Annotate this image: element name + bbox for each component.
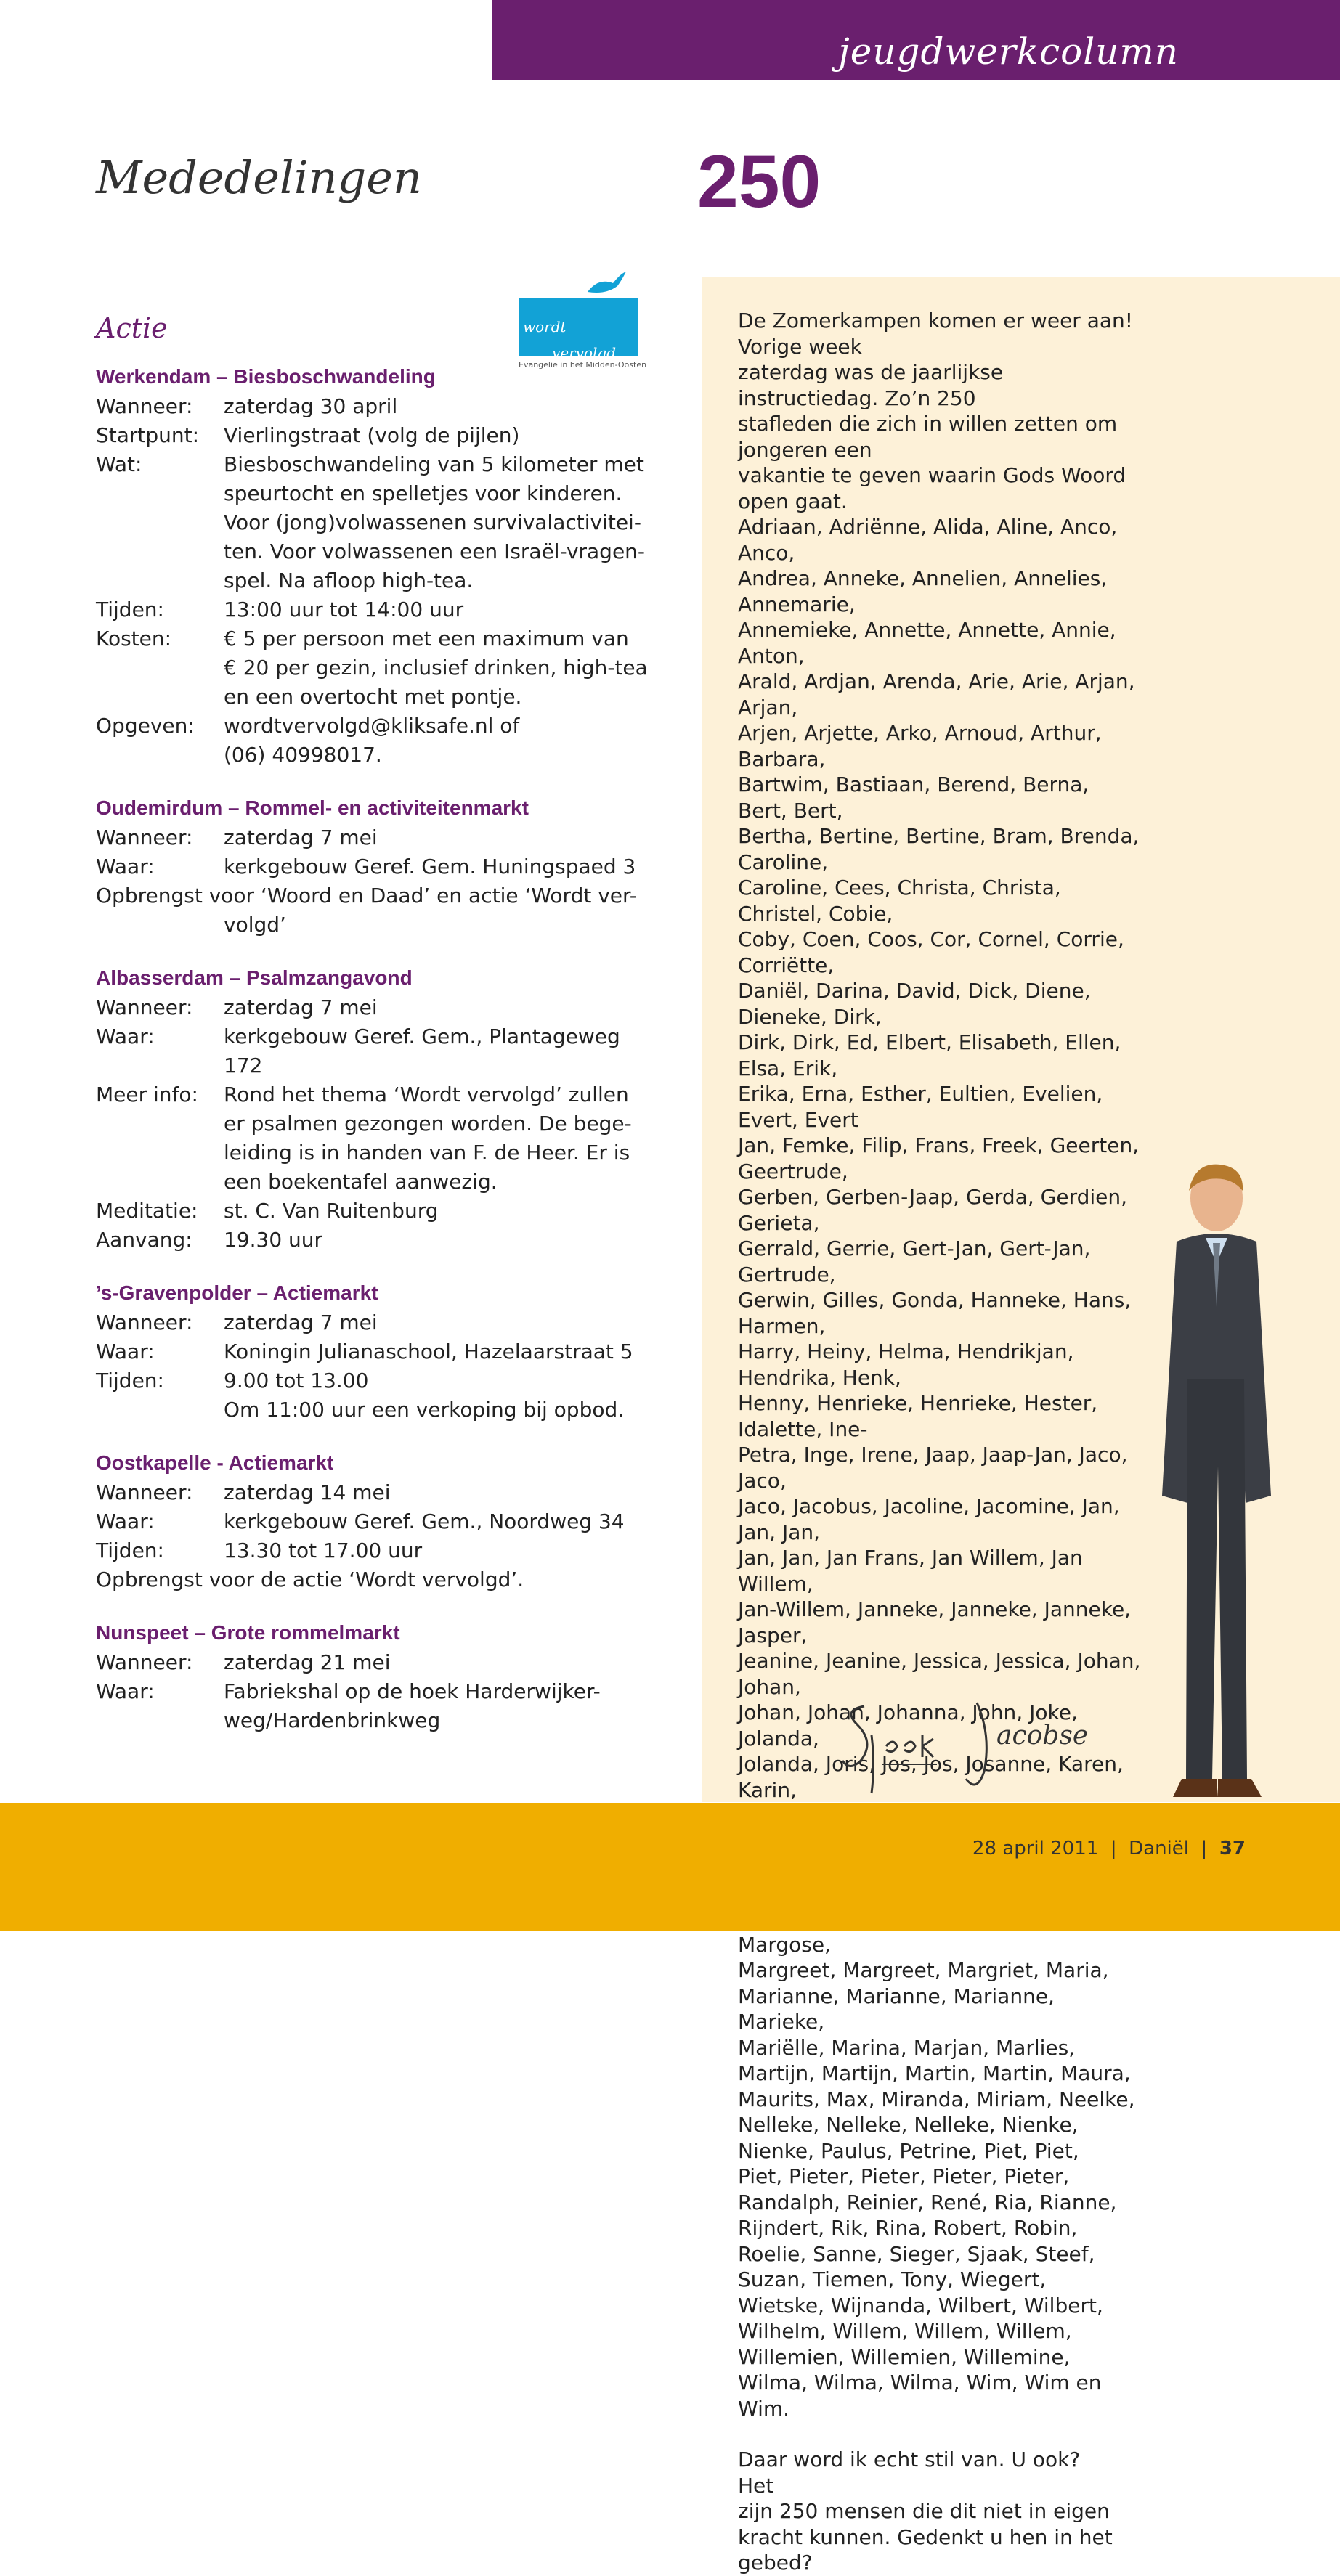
event-row xyxy=(96,1395,648,1424)
event-value: Fabriekshal op de hoek Harderwijker- xyxy=(224,1679,601,1703)
closing-line: zijn 250 mensen die dit niet in eigen xyxy=(738,2499,1110,2523)
event-row xyxy=(96,624,648,653)
event-title: Albasserdam – Psalmzangavond xyxy=(96,966,413,989)
event-value: Koningin Julianaschool, Hazelaarstraat 5 xyxy=(224,1340,633,1364)
event-value: 19.30 uur xyxy=(224,1228,323,1252)
event-block xyxy=(96,793,648,939)
closing-line: Daar word ik echt stil van. U ook? Het xyxy=(738,2447,1081,2498)
event-row xyxy=(96,508,648,537)
event-value: zaterdag 14 mei xyxy=(224,1480,391,1504)
column-line: Wim. xyxy=(738,2396,790,2421)
event-value: 9.00 tot 13.00 xyxy=(224,1369,369,1393)
event-label: Wanneer: xyxy=(96,1650,193,1674)
event-row xyxy=(96,1507,648,1536)
logo-line-1: wordt xyxy=(523,318,567,335)
column-line: Margreet, Margreet, Margriet, Maria, xyxy=(738,1958,1109,1982)
event-row xyxy=(96,595,648,624)
event-value: 13:00 uur tot 14:00 uur xyxy=(224,598,464,621)
event-value: ten. Voor volwassenen een Israël-vragen- xyxy=(224,539,646,563)
column-line: Wietske, Wijnanda, Wilbert, Wilbert, xyxy=(738,2293,1103,2318)
column-line: Martijn, Martijn, Martin, Martin, Maura, xyxy=(738,2061,1131,2085)
event-value: een boekentafel aanwezig. xyxy=(224,1170,498,1194)
page-number: 37 xyxy=(1219,1838,1246,1859)
column-line: Piet, Pieter, Pieter, Pieter, Pieter, xyxy=(738,2164,1070,2188)
event-value: zaterdag 7 mei xyxy=(224,1311,378,1334)
column-line: Coby, Coen, Coos, Cor, Cornel, Corrie, Corriëtte, xyxy=(738,927,1124,977)
event-row xyxy=(96,1226,648,1255)
event-row xyxy=(96,1051,648,1080)
event-value: zaterdag 21 mei xyxy=(224,1650,391,1674)
event-row xyxy=(96,741,648,770)
column-line: Suzan, Tiemen, Tony, Wiegert, xyxy=(738,2267,1047,2291)
event-row xyxy=(96,1167,648,1197)
event-row xyxy=(96,1677,648,1706)
event-label: Wanneer: xyxy=(96,394,193,418)
event-label: Meditatie: xyxy=(96,1199,198,1223)
event-value: Voor (jong)volwassenen survivalactivitei- xyxy=(224,510,641,534)
events-list xyxy=(96,362,648,1735)
event-row xyxy=(96,1138,648,1167)
event-value: wordtvervolgd@kliksafe.nl of xyxy=(224,714,520,738)
column-line: Adriaan, Adriënne, Alida, Aline, Anco, Anco, xyxy=(738,515,1118,565)
event-value: (06) 40998017. xyxy=(224,743,382,767)
event-note: Opbrengst voor ‘Woord en Daad’ en actie ‘Wordt ver- xyxy=(96,884,637,908)
event-row xyxy=(96,1478,648,1507)
column-line: Andrea, Anneke, Annelien, Annelies, Annemarie, xyxy=(738,566,1108,616)
logo-box xyxy=(519,298,638,362)
event-label: Wanneer: xyxy=(96,826,193,849)
photo-sjaak-jacobse xyxy=(1137,1162,1289,1801)
closing-line: kracht kunnen. Gedenkt u hen in het xyxy=(738,2524,1113,2549)
logo-line-2: vervolgd xyxy=(552,344,617,362)
event-value: Biesboschwandeling van 5 kilometer met xyxy=(224,452,644,476)
event-value: zaterdag 30 april xyxy=(224,394,398,418)
event-row xyxy=(96,1308,648,1337)
event-value: 172 xyxy=(224,1053,263,1077)
column-line: Margose, xyxy=(738,1932,831,1957)
event-row xyxy=(96,421,648,450)
event-title: Nunspeet – Grote rommelmarkt xyxy=(96,1621,400,1644)
footer-info: 28 april 2011 | Daniël | 37 xyxy=(972,1838,1246,1859)
event-title: ’s-Gravenpolder – Actiemarkt xyxy=(96,1281,378,1304)
event-row xyxy=(96,1648,648,1677)
event-label: Tijden: xyxy=(96,598,164,621)
signature xyxy=(835,1692,1111,1801)
column-line: Wilhelm, Willem, Willem, Willem, xyxy=(738,2319,1072,2343)
column-line: Maurits, Max, Miranda, Miriam, Neelke, xyxy=(738,2087,1135,2111)
event-row xyxy=(96,392,648,421)
event-block xyxy=(96,1448,648,1594)
column-line: Jaco, Jacobus, Jacoline, Jacomine, Jan, Jan, Jan, xyxy=(738,1494,1120,1544)
event-value: zaterdag 7 mei xyxy=(224,826,378,849)
column-closing xyxy=(738,2447,1116,2576)
wordt-vervolgd-logo xyxy=(519,283,647,378)
svg-text:acobse: acobse xyxy=(996,1721,1089,1750)
event-row xyxy=(96,653,648,682)
event-value: er psalmen gezongen worden. De bege- xyxy=(224,1112,632,1136)
event-block xyxy=(96,1618,648,1735)
event-label: Waar: xyxy=(96,855,155,879)
event-value: speurtocht en spelletjes voor kinderen. xyxy=(224,481,622,505)
column-line: Gerrald, Gerrie, Gert-Jan, Gert-Jan, Gertrude, xyxy=(738,1236,1091,1287)
event-title: Werkendam – Biesboschwandeling xyxy=(96,365,436,388)
column-line: stafleden die zich in willen zetten om jongeren een xyxy=(738,412,1118,462)
dove-icon xyxy=(584,270,628,299)
event-value: spel. Na afloop high-tea. xyxy=(224,568,474,592)
event-value: € 20 per gezin, inclusief drinken, high-tea xyxy=(224,656,648,680)
column-line: Arjen, Arjette, Arko, Arnoud, Arthur, Barbara, xyxy=(738,721,1102,771)
event-row xyxy=(96,537,648,566)
event-row xyxy=(96,1366,648,1395)
magazine-name: Daniël xyxy=(1129,1838,1189,1859)
column-line: Arald, Ardjan, Arenda, Arie, Arie, Arjan, Arjan, xyxy=(738,669,1135,720)
column-line: Marianne, Marianne, Marianne, Marieke, xyxy=(738,1984,1055,2034)
event-row xyxy=(96,450,648,479)
event-block xyxy=(96,963,648,1255)
column-line: Petra, Inge, Irene, Jaap, Jaap-Jan, Jaco, Jaco, xyxy=(738,1443,1128,1493)
event-value: 13.30 tot 17.00 uur xyxy=(224,1538,423,1562)
event-label: Meer info: xyxy=(96,1083,198,1106)
event-value: Rond het thema ‘Wordt vervolgd’ zullen xyxy=(224,1083,629,1106)
column-title: 250 xyxy=(697,140,821,223)
issue-date: 28 april 2011 xyxy=(972,1838,1099,1859)
column-line: Jan, Femke, Filip, Frans, Freek, Geerten, Geertrude, xyxy=(738,1133,1140,1183)
event-label: Wanneer: xyxy=(96,1311,193,1334)
column-label: jeugdwerkcolumn xyxy=(838,30,1179,73)
column-line: Roelie, Sanne, Sieger, Sjaak, Steef, xyxy=(738,2241,1095,2266)
event-value: zaterdag 7 mei xyxy=(224,995,378,1019)
event-row xyxy=(96,1197,648,1226)
column-line: Jan-Willem, Janneke, Janneke, Janneke, Jasper, xyxy=(738,1597,1132,1647)
event-row xyxy=(96,993,648,1022)
event-block xyxy=(96,1278,648,1424)
column-line: Erika, Erna, Esther, Eultien, Evelien, Evert, Evert xyxy=(738,1082,1103,1132)
section-title: Actie xyxy=(96,312,168,344)
event-block xyxy=(96,362,648,770)
column-line: Jan, Jan, Jan Frans, Jan Willem, Jan Willem, xyxy=(738,1546,1083,1596)
column-line: Jeanine, Jeanine, Jessica, Jessica, Johan, Johan, xyxy=(738,1649,1141,1699)
column-line: zaterdag was de jaarlijkse instructiedag. Zo’n 250 xyxy=(738,360,1004,410)
page-footer xyxy=(0,1803,1340,1931)
event-label: Wanneer: xyxy=(96,1480,193,1504)
column-line: Bartwim, Bastiaan, Berend, Berna, Bert, Bert, xyxy=(738,773,1089,823)
event-value: kerkgebouw Geref. Gem. Huningspaed 3 xyxy=(224,855,636,879)
event-title: Oostkapelle - Actiemarkt xyxy=(96,1451,334,1474)
column-line: Daniël, Darina, David, Dick, Diene, Dieneke, Dirk, xyxy=(738,979,1091,1029)
event-label: Tijden: xyxy=(96,1369,164,1393)
event-row xyxy=(96,479,648,508)
event-title: Oudemirdum – Rommel- en activiteitenmarkt xyxy=(96,796,529,819)
event-row xyxy=(96,1337,648,1366)
column-line: Gerben, Gerben-Jaap, Gerda, Gerdien, Gerieta, xyxy=(738,1185,1128,1235)
event-row xyxy=(96,1536,648,1565)
page-title: Mededelingen xyxy=(96,151,422,204)
column-line: vakantie te geven waarin Gods Woord open gaat. xyxy=(738,463,1126,513)
column-intro xyxy=(738,308,1145,2421)
event-note: volgd’ xyxy=(224,913,286,937)
column-line: Johan, Johan, Johanna, John, Joke, Jolanda, xyxy=(738,1700,1078,1750)
event-value: Vierlingstraat (volg de pijlen) xyxy=(224,423,520,447)
column-line: Mariëlle, Marina, Marjan, Marlies, xyxy=(738,2035,1076,2060)
event-label: Tijden: xyxy=(96,1538,164,1562)
logo-tagline: Evangelie in het Midden-Oosten xyxy=(519,360,647,370)
event-value: en een overtocht met pontje. xyxy=(224,685,522,709)
event-label: Waar: xyxy=(96,1679,155,1703)
column-line: De Zomerkampen komen er weer aan! Vorige week xyxy=(738,309,1134,359)
column-line: Willemien, Willemien, Willemine, xyxy=(738,2344,1071,2369)
event-label: Startpunt: xyxy=(96,423,200,447)
announcements-column xyxy=(96,312,648,1758)
event-label: Wanneer: xyxy=(96,995,193,1019)
column-line: Henny, Henrieke, Henrieke, Hester, Idalette, Ine- xyxy=(738,1391,1098,1441)
event-value: € 5 per persoon met een maximum van xyxy=(224,627,629,651)
event-row xyxy=(96,712,648,741)
event-note: Opbrengst voor de actie ‘Wordt vervolgd’. xyxy=(96,1568,524,1591)
event-label: Opgeven: xyxy=(96,714,195,738)
column-line: Bertha, Bertine, Bertine, Bram, Brenda, Caroline, xyxy=(738,824,1140,874)
column-line: Dirk, Dirk, Ed, Elbert, Elisabeth, Ellen, Elsa, Erik, xyxy=(738,1030,1121,1080)
event-row xyxy=(96,823,648,852)
column-line: Gerwin, Gilles, Gonda, Hanneke, Hans, Harmen, xyxy=(738,1288,1132,1338)
event-value: kerkgebouw Geref. Gem., Noordweg 34 xyxy=(224,1509,625,1533)
event-label: Aanvang: xyxy=(96,1228,192,1252)
event-row xyxy=(96,852,648,881)
column-line: Caroline, Cees, Christa, Christa, Christel, Cobie, xyxy=(738,876,1061,926)
event-row xyxy=(96,1706,648,1735)
event-label: Kosten: xyxy=(96,627,172,651)
event-label: Waar: xyxy=(96,1024,155,1048)
column-line: Annemieke, Annette, Annette, Annie, Anton, xyxy=(738,618,1116,668)
event-label: Waar: xyxy=(96,1340,155,1364)
event-label: Waar: xyxy=(96,1509,155,1533)
column-line: Randalph, Reinier, René, Ria, Rianne, xyxy=(738,2190,1117,2214)
event-value: st. C. Van Ruitenburg xyxy=(224,1199,439,1223)
column-line: Nelleke, Nelleke, Nelleke, Nienke, xyxy=(738,2113,1079,2137)
event-value: leiding is in handen van F. de Heer. Er is xyxy=(224,1141,630,1165)
event-value: kerkgebouw Geref. Gem., Plantageweg xyxy=(224,1024,620,1048)
closing-line: gebed? xyxy=(738,2551,813,2575)
event-value: Om 11:00 uur een verkoping bij opbod. xyxy=(224,1398,625,1422)
column-line: Harry, Heiny, Helma, Hendrikjan, Hendrika, Henk, xyxy=(738,1340,1074,1390)
column-line: Wilma, Wilma, Wilma, Wim, Wim en xyxy=(738,2371,1102,2394)
column-header-band xyxy=(492,0,1340,80)
event-row xyxy=(96,1022,648,1051)
event-row xyxy=(96,1080,648,1109)
column-line: Rijndert, Rik, Rina, Robert, Robin, xyxy=(738,2216,1078,2240)
event-row xyxy=(96,566,648,595)
event-row xyxy=(96,1109,648,1138)
event-label: Wat: xyxy=(96,452,142,476)
event-value: weg/Hardenbrinkweg xyxy=(224,1708,441,1732)
column-line: Jolanda, Joris, Jos, Jos, Josanne, Karen, Karin, xyxy=(738,1752,1124,1802)
event-row xyxy=(96,682,648,712)
column-line: Nienke, Paulus, Petrine, Piet, Piet, xyxy=(738,2138,1079,2163)
